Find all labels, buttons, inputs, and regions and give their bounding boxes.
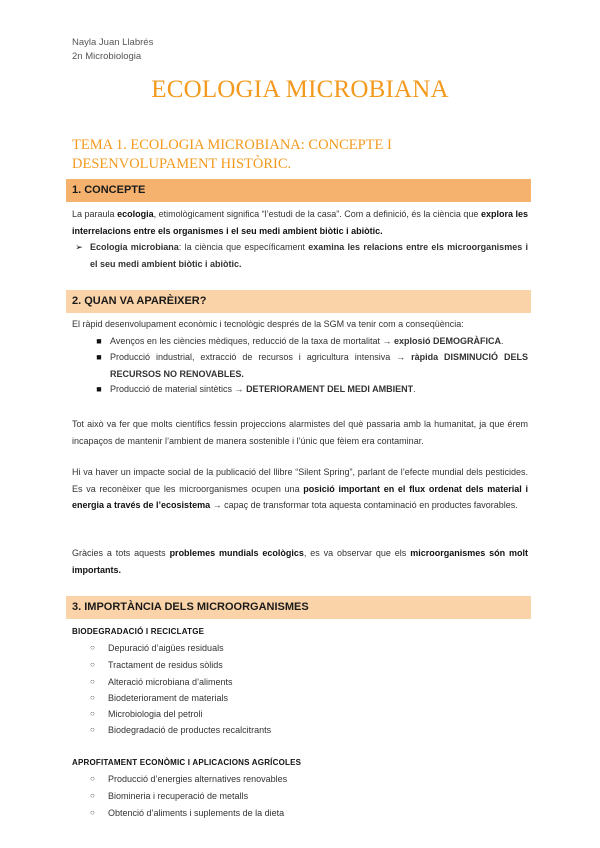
circle-bullet-icon: ○ [90, 643, 95, 652]
list-item: ○ Depuració d’aigües residuals [90, 643, 224, 653]
square-bullet-icon: ■ [96, 352, 102, 362]
page-title: ECOLOGIA MICROBIANA [151, 76, 449, 103]
circle-bullet-icon: ○ [90, 677, 95, 686]
list-item: ○ Microbiologia del petroli [90, 709, 203, 719]
list-item: ○ Biodegradació de productes recalcitrants [90, 725, 272, 735]
circle-bullet-icon: ○ [90, 660, 95, 669]
concepte-paragraph: La paraula ecologia, etimològicament significa “l’estudi de la casa”. Com a definició, és la ciència que explora les interrelacions entre els organismes i el seu medi ambient biòtic i abiòtic. [72, 209, 528, 236]
arrow-bullet-icon: ➢ [75, 242, 83, 252]
quan-bullet-2: ■ Producció industrial, extracció de recursos i agricultura intensiva → ràpida DISMINUCIÓ DELS RECURSOS NO RENOVABLES. [110, 349, 528, 382]
list-item: ○ Biomineria i recuperació de metalls [90, 791, 249, 801]
section-heading-quan: 2. QUAN VA APARÈIXER? [66, 290, 531, 313]
quan-bullet-3: ■ Producció de material sintètics → DETERIORAMENT DEL MEDI AMBIENT. [110, 381, 528, 398]
quan-intro: El ràpid desenvolupament econòmic i tecnològic després de la SGM va tenir com a conseqüència: [72, 319, 464, 329]
quan-paragraph-3: Hi va haver un impacte social de la publicació del llibre “Silent Spring”, parlant de l’efecte mundial dels pesticides. Es va reconèixer que les microorganismes ocupen una posició important en el flux ordenat dels material i energia a través de l’ecosistema → capaç de transformar tota aquesta contaminació en productes favorables. [72, 467, 528, 510]
circle-bullet-icon: ○ [90, 709, 95, 718]
quan-paragraph-2: Tot això va fer que molts científics fessin projeccions alarmistes del què passaria amb la humanitat, ja que érem incapaços de mantenir l’ambient de manera sostenible i l’únic que fèiem era contaminar. [72, 419, 528, 446]
list-item: ○ Obtenció d’aliments i suplements de la dieta [90, 808, 285, 818]
course-name: 2n Microbiologia [72, 51, 142, 62]
topic-heading: TEMA 1. ECOLOGIA MICROBIANA: CONCEPTE I DESENVOLUPAMENT HISTÒRIC. [72, 137, 392, 172]
quan-paragraph-4: Gràcies a tots aquests problemes mundials ecològics, es va observar que els microorganismes són molt importants. [72, 548, 528, 575]
list-item: ○ Alteració microbiana d’aliments [90, 677, 233, 687]
subheading-aprofitament: APROFITAMENT ECONÒMIC I APLICACIONS AGRÍCOLES [72, 758, 302, 767]
list-item: ○ Producció d’energies alternatives renovables [90, 774, 288, 784]
circle-bullet-icon: ○ [90, 791, 95, 800]
list-item: ○ Biodeteriorament de materials [90, 693, 229, 703]
header-meta [72, 36, 153, 64]
section-heading-importancia: 3. IMPORTÀNCIA DELS MICROORGANISMES [66, 596, 531, 619]
list-item: ○ Tractament de residus sòlids [90, 660, 223, 670]
author-name: Nayla Juan Llabrés [72, 37, 154, 48]
subheading-biodegradacio: BIODEGRADACIÓ I RECICLATGE [72, 627, 205, 636]
circle-bullet-icon: ○ [90, 725, 95, 734]
quan-bullet-1: ■ Avenços en les ciències mèdiques, reducció de la taxa de mortalitat → explosió DEMOGRÀFICA. [110, 333, 528, 350]
section-heading-concepte: 1. CONCEPTE [66, 179, 531, 202]
square-bullet-icon: ■ [96, 384, 102, 394]
circle-bullet-icon: ○ [90, 693, 95, 702]
concepte-bullet: ➢ Ecologia microbiana: la ciència que específicament examina les relacions entre els microorganismes i el seu medi ambient biòtic i abiòtic. [90, 239, 528, 272]
circle-bullet-icon: ○ [90, 774, 95, 783]
circle-bullet-icon: ○ [90, 808, 95, 817]
square-bullet-icon: ■ [96, 336, 102, 346]
